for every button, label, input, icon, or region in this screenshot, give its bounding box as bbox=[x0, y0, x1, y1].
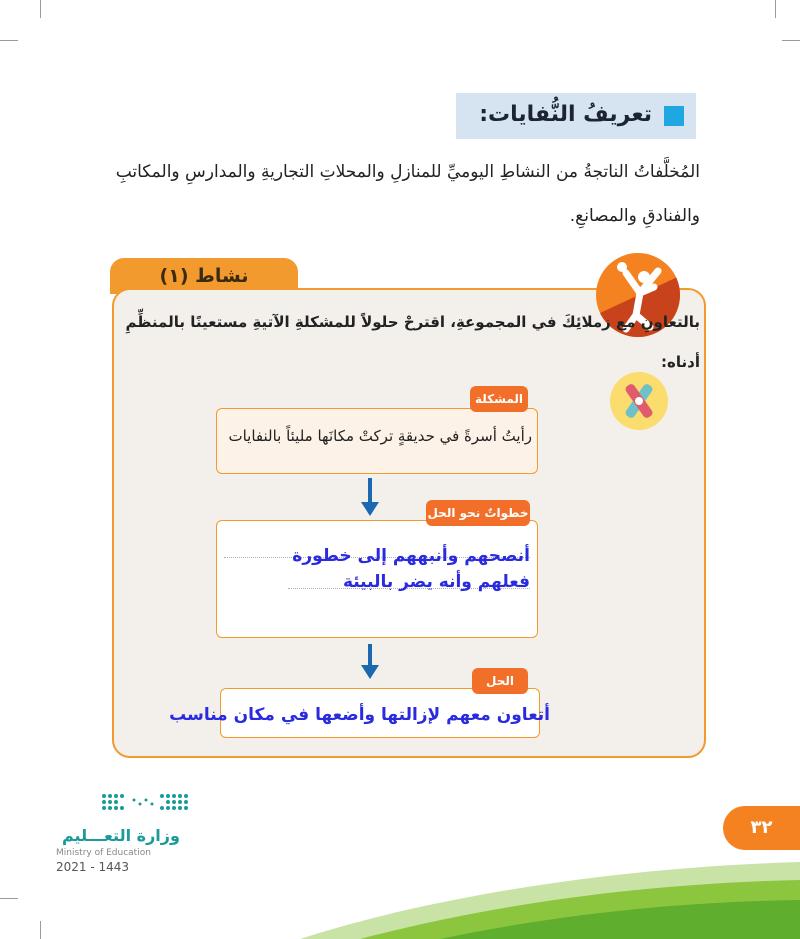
crop-mark bbox=[775, 0, 776, 18]
square-bullet-icon bbox=[664, 106, 684, 126]
definition-title: تعريفُ النُّفايات: bbox=[479, 102, 652, 127]
activity-tab-label: نشاط (١) bbox=[159, 265, 249, 287]
down-arrow-icon bbox=[361, 665, 379, 679]
moe-logo-dots bbox=[100, 792, 196, 812]
definition-body: المُخلَّفاتُ الناتجةُ من النشاطِ اليوميِّ للمنازلِ والمحلاتِ التجاريةِ والمدارسِ والمكاتبِ والفنادقِ والمصانعِ. bbox=[115, 162, 700, 226]
definition-header bbox=[456, 93, 696, 139]
steps-answer-line-1[interactable]: أنصحهم وأنبههم إلى خطورة bbox=[292, 546, 530, 566]
tools-icon bbox=[610, 372, 668, 430]
crop-mark bbox=[782, 40, 800, 41]
ministry-name-english: Ministry of Education bbox=[56, 848, 151, 858]
down-arrow-icon bbox=[361, 502, 379, 516]
steps-label: خطواتٌ نحو الحل bbox=[426, 500, 530, 526]
problem-text: رأيتُ أسرةً في حديقةٍ تركتْ مكانَها مليئاً بالنفايات bbox=[228, 427, 532, 445]
down-arrow-icon bbox=[368, 644, 372, 666]
problem-label: المشكلة bbox=[470, 386, 528, 412]
steps-answer-line-2[interactable]: فعلهم وأنه يضر بالبيئة bbox=[342, 572, 530, 592]
ministry-name-arabic: وزارة التعـــليم bbox=[62, 826, 180, 845]
crop-mark bbox=[40, 0, 41, 18]
down-arrow-icon bbox=[368, 478, 372, 502]
footer-swoosh bbox=[0, 840, 800, 939]
solution-label: الحل bbox=[472, 668, 528, 694]
edition-year: 2021 - 1443 bbox=[56, 860, 130, 874]
page-number: ٣٢ bbox=[723, 806, 800, 850]
solution-answer[interactable]: أتعاون معهم لإزالتها وأضعها في مكان مناسب bbox=[169, 705, 550, 725]
activity-instruction: بالتعاونِ مع زملائِكَ في المجموعةِ، اقترحْ حلولاً للمشكلةِ الآتيةِ مستعينًا بالمنظِّمِ أدناه: bbox=[125, 313, 700, 371]
crop-mark bbox=[0, 40, 18, 41]
